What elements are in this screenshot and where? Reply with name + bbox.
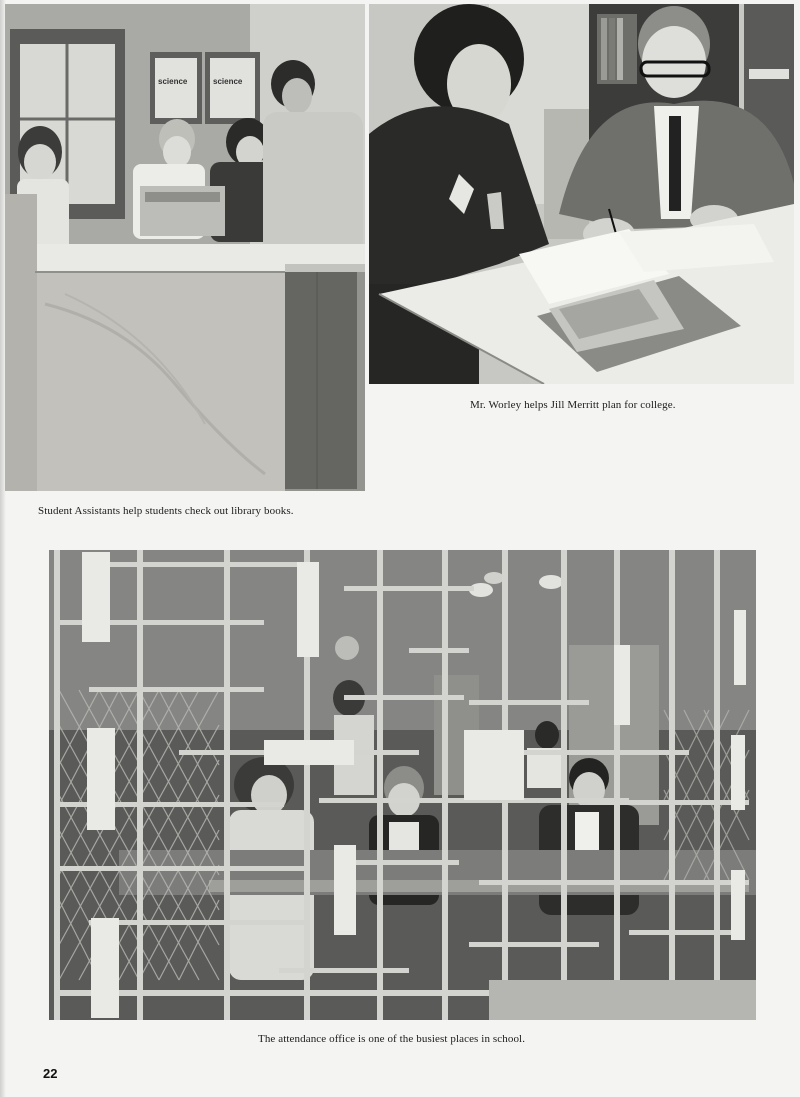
attendance-office-image (49, 550, 756, 1020)
library-desk-image (5, 4, 365, 491)
college-planning-image (369, 4, 794, 384)
college-planning-photo (369, 4, 794, 384)
poster-text-left: science (158, 77, 188, 86)
page-number: 22 (43, 1066, 58, 1081)
attendance-office-caption: The attendance office is one of the busiest places in school. (258, 1033, 526, 1045)
poster-text-right: science (213, 77, 243, 86)
library-desk-photo (5, 4, 365, 491)
attendance-office-photo (49, 550, 756, 1020)
college-planning-caption: Mr. Worley helps Jill Merritt plan for college. (470, 399, 676, 411)
library-desk-caption: Student Assistants help students check out library books. (38, 505, 294, 517)
